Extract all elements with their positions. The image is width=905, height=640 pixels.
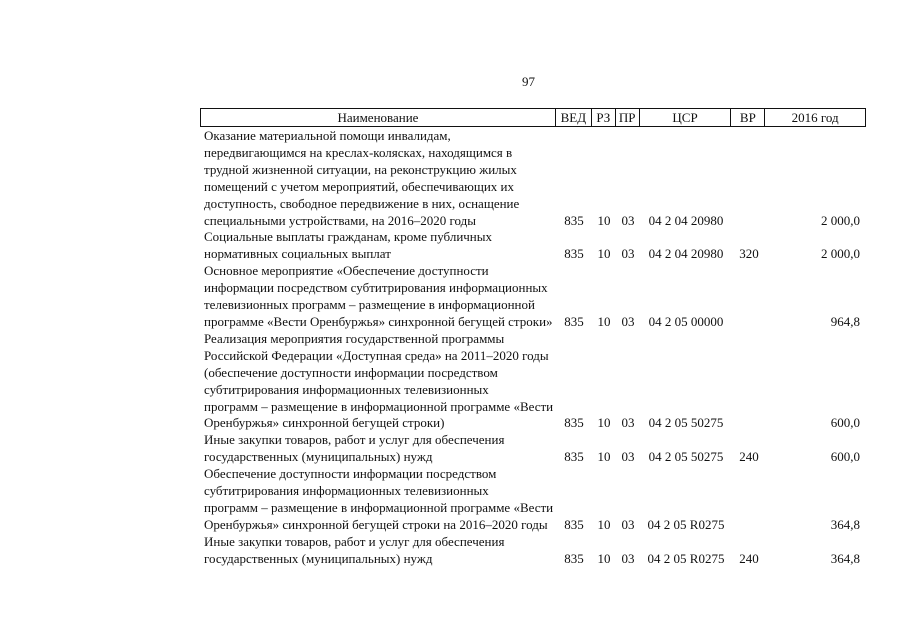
row-rz: 10 — [597, 212, 611, 228]
row-pr: 03 — [621, 313, 635, 329]
row-csr: 04 2 05 R0275 — [647, 516, 725, 532]
row-sum: 964,8 — [830, 313, 860, 329]
row-pr: 03 — [621, 212, 635, 228]
row-csr: 04 2 04 20980 — [648, 246, 724, 262]
row-name: Иные закупки товаров, работ и услуг для обеспечения государственных (муниципальных) нужд — [204, 432, 505, 465]
row-name: Основное мероприятие «Обеспечение доступности информации посредством субтитрирования информационных телевизионных программ – размещение в информационной программе «Вести Оренбуржья» синхронной бегущей строки» — [204, 263, 553, 329]
row-sum: 2 000,0 — [821, 212, 860, 228]
row-ved: 835 — [564, 313, 584, 329]
row-rz: 10 — [597, 313, 611, 329]
row-ved: 835 — [564, 516, 584, 532]
row-ved: 835 — [564, 246, 584, 262]
row-rz: 10 — [597, 246, 611, 262]
row-name: Реализация мероприятия государственной программы Российской Федерации «Доступная среда» на 2011–2020 годы (обеспечение доступности информации посредством субтитрирования информационных телевизионных программ – размещение в информационной программе «Вести Оренбуржья» синхронной бегущей строки) — [204, 330, 554, 431]
row-rz: 10 — [597, 449, 611, 465]
row-rz: 10 — [597, 415, 611, 431]
row-sum: 600,0 — [830, 415, 860, 431]
row-rz: 10 — [597, 516, 611, 532]
row-ved: 835 — [564, 212, 584, 228]
row-ved: 835 — [564, 550, 584, 566]
table-row — [200, 128, 866, 229]
row-name: Оказание материальной помощи инвалидам, передвигающимся на креслах-колясках, находящимся в трудной жизненной ситуации, на реконструкцию жилых помещений с учетом мероприятий, обеспечивающих их доступность, свободное передвижение в них, оснащение специальными устройствами, на 2016–2020 годы — [204, 128, 520, 228]
row-pr: 03 — [621, 449, 635, 465]
header-csr: ЦСР — [640, 109, 732, 126]
header-vr: ВР — [731, 109, 765, 126]
table-header — [200, 108, 866, 127]
row-pr: 03 — [621, 415, 635, 431]
table-row — [200, 229, 866, 263]
row-ved: 835 — [564, 449, 584, 465]
page-number: 97 — [522, 74, 535, 89]
row-name: Обеспечение доступности информации посредством субтитрирования информационных телевизионных программ – размещение в информационной программе «Вести Оренбуржья» синхронной бегущей строки на 2016–2020 годы — [204, 466, 554, 532]
header-pr: ПР — [616, 109, 640, 126]
row-sum: 364,8 — [830, 550, 860, 566]
row-sum: 600,0 — [830, 449, 860, 465]
table-row — [200, 534, 866, 568]
header-ved: ВЕД — [556, 109, 592, 126]
row-vr: 240 — [739, 550, 759, 566]
row-sum: 2 000,0 — [821, 246, 860, 262]
table-row — [200, 466, 866, 534]
row-csr: 04 2 05 00000 — [648, 313, 724, 329]
row-name: Социальные выплаты гражданам, кроме публичных нормативных социальных выплат — [204, 229, 492, 262]
row-vr: 320 — [739, 246, 759, 262]
table-row — [200, 331, 866, 432]
header-year: 2016 год — [791, 110, 839, 125]
header-rz: РЗ — [592, 109, 616, 126]
row-pr: 03 — [621, 516, 635, 532]
row-pr: 03 — [621, 246, 635, 262]
row-vr: 240 — [739, 449, 759, 465]
row-ved: 835 — [564, 415, 584, 431]
row-csr: 04 2 05 50275 — [648, 449, 724, 465]
row-rz: 10 — [597, 550, 611, 566]
row-sum: 364,8 — [830, 516, 860, 532]
row-pr: 03 — [621, 550, 635, 566]
budget-table — [200, 108, 866, 568]
header-name: Наименование — [201, 109, 556, 126]
table-body — [200, 128, 866, 568]
table-row — [200, 432, 866, 466]
row-csr: 04 2 05 R0275 — [647, 550, 725, 566]
row-csr: 04 2 05 50275 — [648, 415, 724, 431]
row-csr: 04 2 04 20980 — [648, 212, 724, 228]
row-name: Иные закупки товаров, работ и услуг для обеспечения государственных (муниципальных) нужд — [204, 533, 505, 566]
table-row — [200, 263, 866, 331]
